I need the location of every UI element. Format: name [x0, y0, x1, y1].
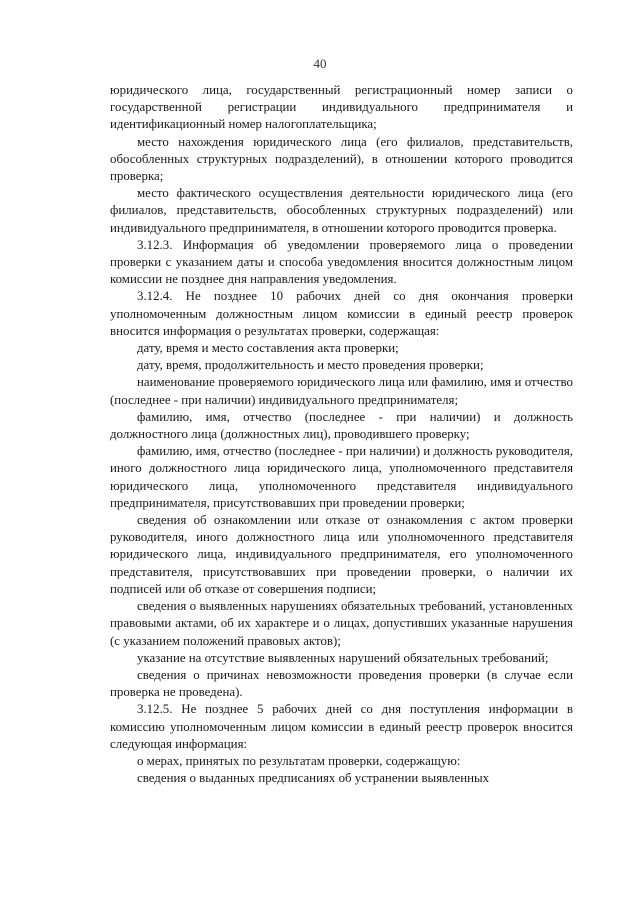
- paragraph: наименование проверяемого юридического лица или фамилию, имя и отчество (последнее - при наличии) индивидуального предпринимателя;: [110, 375, 573, 407]
- paragraph: место нахождения юридического лица (его филиалов, представительств, обособленных структурных подразделений), в отношении которого проводится проверка;: [110, 134, 573, 184]
- paragraph: сведения об ознакомлении или отказе от ознакомления с актом проверки руководителя, иного должностного лица или уполномоченного представителя юридического лица, индивидуального предпринимателя, его уполномоченного представителя, присутствовавших при проведении проверки, о наличии их подписей или об отказе от совершения подписи;: [110, 513, 573, 596]
- paragraph: сведения о выданных предписаниях об устранении выявленных: [137, 771, 490, 786]
- paragraph: 3.12.4. Не позднее 10 рабочих дней со дня окончания проверки уполномоченным должностным лицом комиссии в единый реестр проверок вносится информация о результатах проверки, содержащая:: [110, 289, 573, 338]
- paragraph: указание на отсутствие выявленных нарушений обязательных требований;: [137, 650, 549, 665]
- paragraph: юридического лица, государственный регистрационный номер записи о государственной регистрации индивидуального предпринимателя и идентификационный номер налогоплательщика;: [110, 83, 573, 132]
- paragraph: фамилию, имя, отчество (последнее - при наличии) и должность руководителя, иного должностного лица юридического лица, уполномоченного представителя юридического лица, уполномоченного представителя индивидуального предпринимателя, присутствовавших при проведении проверки;: [110, 444, 573, 510]
- paragraph: сведения о выявленных нарушениях обязательных требований, установленных правовыми актами, об их характере и о лицах, допустивших указанные нарушения (с указанием положений правовых актов);: [110, 599, 573, 648]
- paragraph: 3.12.3. Информация об уведомлении проверяемого лица о проведении проверки с указанием даты и способа уведомления вносится должностным лицом комиссии не позднее дня направления уведомления.: [110, 237, 573, 287]
- document-body: [110, 82, 573, 787]
- paragraph: дату, время и место составления акта проверки;: [137, 341, 399, 356]
- page-number: 40: [313, 56, 327, 71]
- paragraph: 3.12.5. Не позднее 5 рабочих дней со дня поступления информации в комиссию уполномоченным лицом комиссии в единый реестр проверок вносится следующая информация:: [110, 702, 573, 751]
- paragraph: сведения о причинах невозможности проведения проверки (в случае если проверка не проведена).: [110, 667, 573, 700]
- paragraph: дату, время, продолжительность и место проведения проверки;: [137, 358, 484, 373]
- paragraph: фамилию, имя, отчество (последнее - при наличии) и должность должностного лица (должностных лиц), проводившего проверку;: [110, 409, 573, 442]
- paragraph: о мерах, принятых по результатам проверки, содержащую:: [137, 753, 461, 768]
- paragraph: место фактического осуществления деятельности юридического лица (его филиалов, представительств, обособленных структурных подразделений) или индивидуального предпринимателя, в отношении которого проводится проверка.: [110, 186, 573, 235]
